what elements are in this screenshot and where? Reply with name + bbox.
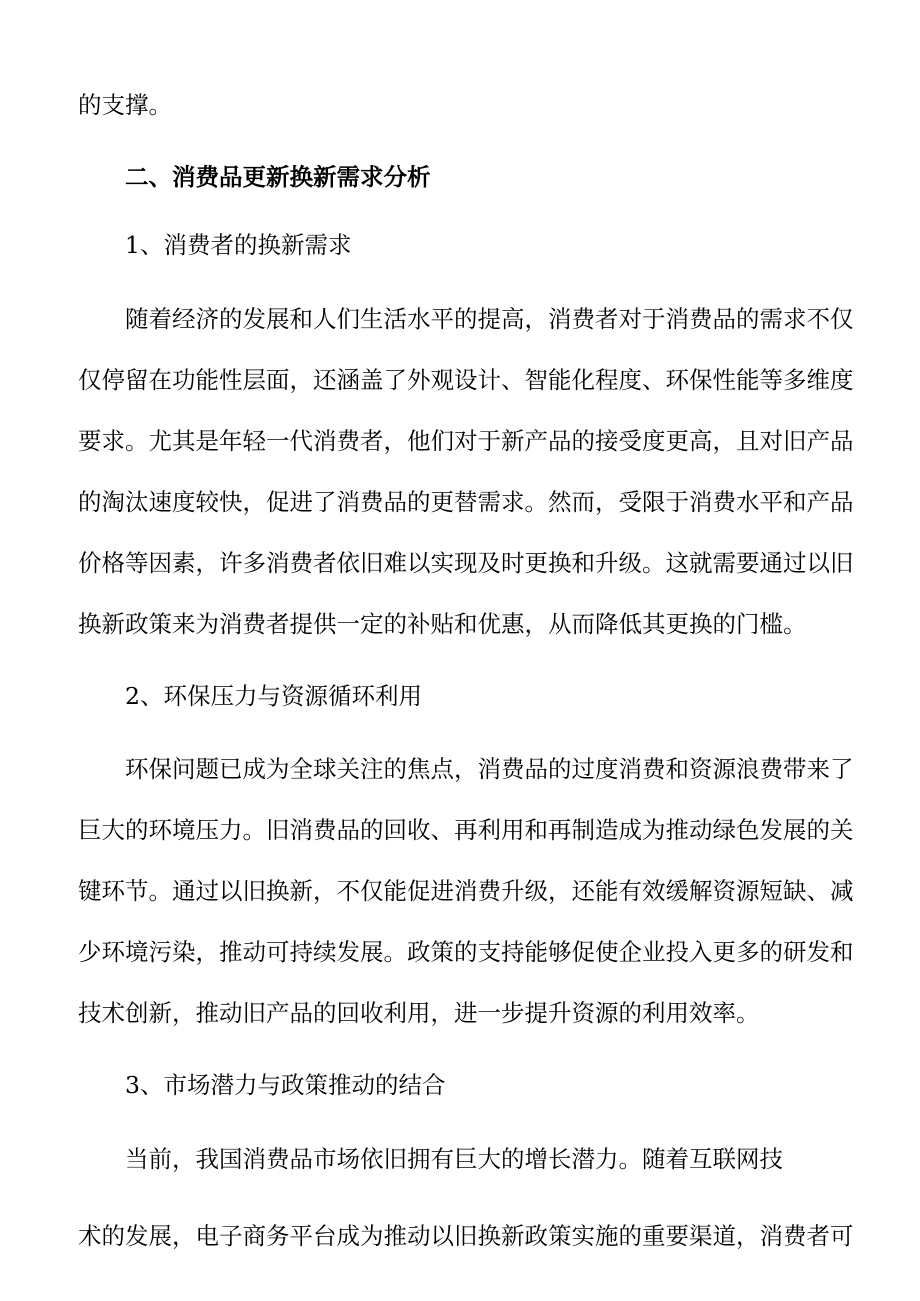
subsection-heading-3: 3、市场潜力与政策推动的结合 bbox=[125, 1071, 446, 1099]
paragraph-2-line-5: 技术创新，推动旧产品的回收利用，进一步提升资源的利用效率。 bbox=[78, 999, 760, 1027]
paragraph-3-line-1: 当前，我国消费品市场依旧拥有巨大的增长潜力。随着互联网技 bbox=[125, 1145, 783, 1173]
subsection-heading-2: 2、环保压力与资源循环利用 bbox=[125, 682, 422, 710]
paragraph-1-line-5: 价格等因素，许多消费者依旧难以实现及时更换和升级。这就需要通过以旧 bbox=[78, 549, 854, 577]
paragraph-2-line-4: 少环境污染，推动可持续发展。政策的支持能够促使企业投入更多的研发和 bbox=[78, 938, 854, 966]
paragraph-1-line-1: 随着经济的发展和人们生活水平的提高，消费者对于消费品的需求不仅 bbox=[125, 305, 854, 333]
paragraph-1-line-4: 的淘汰速度较快，促进了消费品的更替需求。然而，受限于消费水平和产品 bbox=[78, 488, 854, 516]
subsection-heading-1: 1、消费者的换新需求 bbox=[125, 231, 352, 259]
paragraph-3-line-2: 术的发展，电子商务平台成为推动以旧换新政策实施的重要渠道，消费者可 bbox=[78, 1222, 854, 1250]
paragraph-2-line-1: 环保问题已成为全球关注的焦点，消费品的过度消费和资源浪费带来了 bbox=[125, 755, 854, 783]
paragraph-2-line-3: 键环节。通过以旧换新，不仅能促进消费升级，还能有效缓解资源短缺、减 bbox=[78, 877, 854, 905]
paragraph-end-line: 的支撑。 bbox=[78, 91, 172, 119]
paragraph-1-line-2: 仅停留在功能性层面，还涵盖了外观设计、智能化程度、环保性能等多维度 bbox=[78, 366, 854, 394]
section-heading: 二、消费品更新换新需求分析 bbox=[125, 163, 431, 191]
paragraph-1-line-6: 换新政策来为消费者提供一定的补贴和优惠，从而降低其更换的门槛。 bbox=[78, 610, 807, 638]
paragraph-1-line-3: 要求。尤其是年轻一代消费者，他们对于新产品的接受度更高，且对旧产品 bbox=[78, 427, 854, 455]
paragraph-2-line-2: 巨大的环境压力。旧消费品的回收、再利用和再制造成为推动绿色发展的关 bbox=[78, 816, 854, 844]
